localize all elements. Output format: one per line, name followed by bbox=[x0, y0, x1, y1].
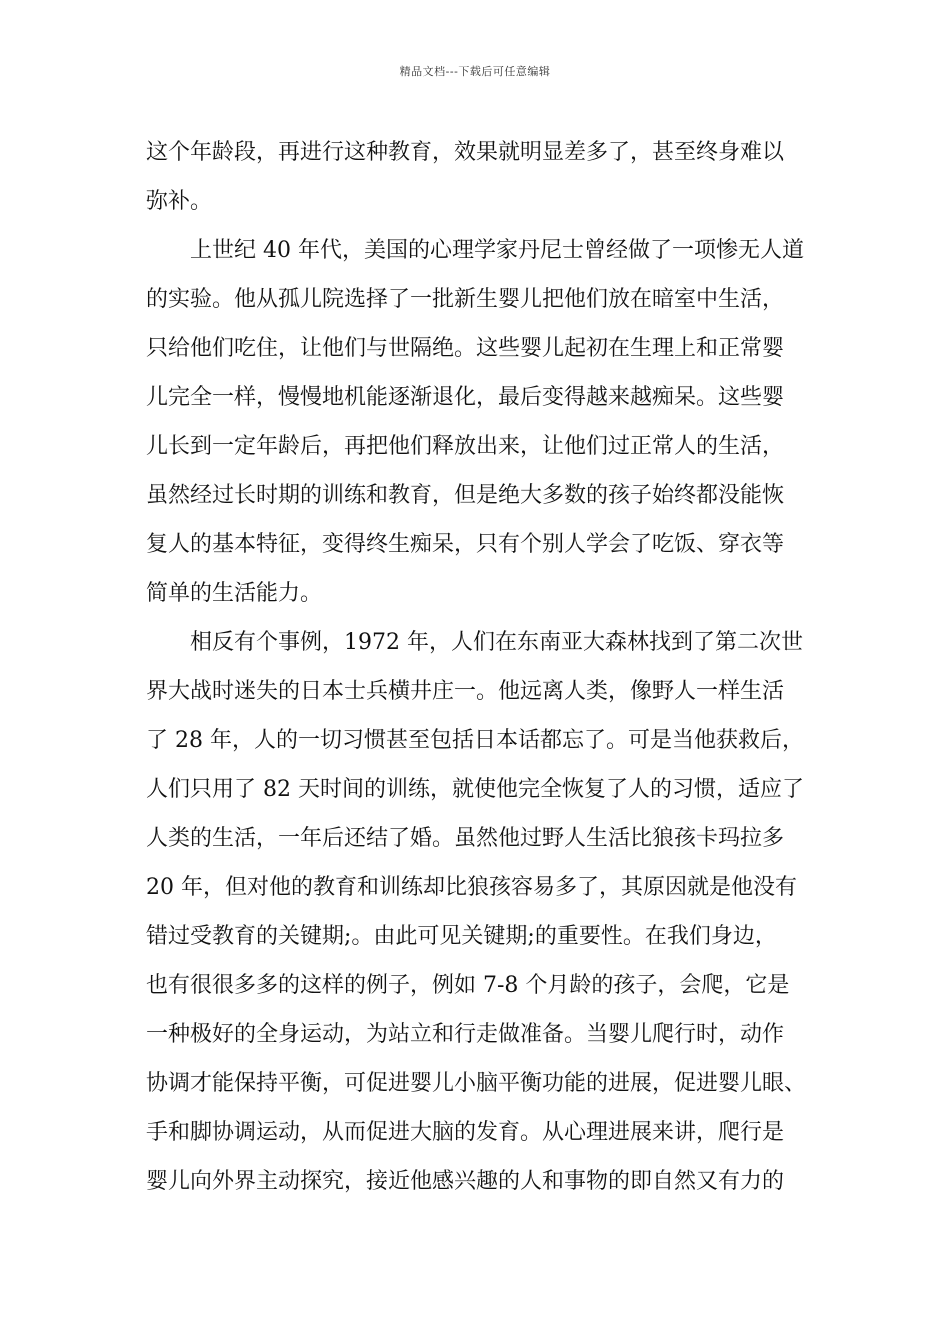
page-header: 精品文档---下载后可任意编辑 bbox=[399, 65, 551, 78]
text-line: 错过受教育的关键期;。由此可见关键期;的重要性。在我们身边， bbox=[146, 924, 777, 949]
text-line: 的实验。他从孤儿院选择了一批新生婴儿把他们放在暗室中生活， bbox=[146, 287, 785, 312]
text-line: 相反有个事例，1972 年，人们在东南亚大森林找到了第二次世 bbox=[190, 630, 803, 655]
text-line: 手和脚协调运动，从而促进大脑的发育。从心理进展来讲，爬行是 bbox=[146, 1120, 785, 1145]
text-line: 弥补。 bbox=[146, 189, 213, 214]
text-line: 协调才能保持平衡，可促进婴儿小脑平衡功能的进展，促进婴儿眼、 bbox=[146, 1071, 807, 1096]
text-line: 人们只用了 82 天时间的训练，就使他完全恢复了人的习惯，适应了 bbox=[146, 777, 804, 802]
text-line: 了 28 年，人的一切习惯甚至包括日本话都忘了。可是当他获救后， bbox=[146, 728, 804, 753]
text-line: 也有很很多多的这样的例子，例如 7-8 个月龄的孩子，会爬，它是 bbox=[146, 973, 790, 998]
text-line: 上世纪 40 年代，美国的心理学家丹尼士曾经做了一项惨无人道 bbox=[190, 238, 804, 263]
text-line: 婴儿向外界主动探究，接近他感兴趣的人和事物的即自然又有力的 bbox=[146, 1169, 785, 1194]
text-line: 界大战时迷失的日本士兵横井庄一。他远离人类，像野人一样生活 bbox=[146, 679, 785, 704]
text-line: 这个年龄段，再进行这种教育，效果就明显差多了，甚至终身难以 bbox=[146, 140, 785, 165]
text-line: 儿长到一定年龄后，再把他们释放出来，让他们过正常人的生活， bbox=[146, 434, 785, 459]
text-line: 简单的生活能力。 bbox=[146, 581, 323, 606]
document-body bbox=[146, 128, 816, 1206]
text-line: 一种极好的全身运动，为站立和行走做准备。当婴儿爬行时，动作 bbox=[146, 1022, 785, 1047]
text-line: 人类的生活，一年后还结了婚。虽然他过野人生活比狼孩卡玛拉多 bbox=[146, 826, 785, 851]
text-line: 只给他们吃住，让他们与世隔绝。这些婴儿起初在生理上和正常婴 bbox=[146, 336, 785, 361]
text-line: 20 年，但对他的教育和训练却比狼孩容易多了，其原因就是他没有 bbox=[146, 875, 797, 900]
text-line: 复人的基本特征，变得终生痴呆，只有个别人学会了吃饭、穿衣等 bbox=[146, 532, 785, 557]
text-line: 虽然经过长时期的训练和教育，但是绝大多数的孩子始终都没能恢 bbox=[146, 483, 785, 508]
text-line: 儿完全一样，慢慢地机能逐渐退化，最后变得越来越痴呆。这些婴 bbox=[146, 385, 785, 410]
